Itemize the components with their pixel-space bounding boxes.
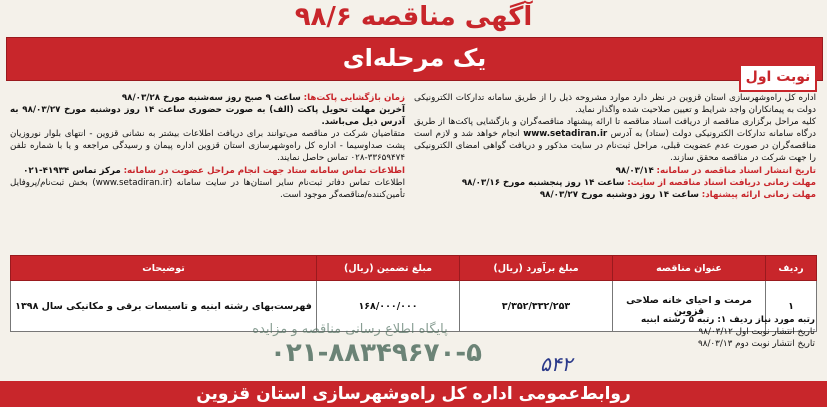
required-grade: رتبه مورد نیاز ردیف ۱: رتبه ۵ رشته ابنیه [640,315,815,325]
cell-title: مرمت و احیای خانه صلاحی قزوین [613,281,766,332]
second-publish-date: تاریخ انتشار نوبت دوم ۹۸/۰۳/۱۳ [698,339,815,349]
ad-title: آگهی مناقصه ۹۸/۶ [294,2,533,32]
col-header-title: عنوان مناقصه [613,256,766,281]
offer-deadline-label: مهلت زمانی ارائه پیشنهاد: [701,189,816,200]
offer-deadline [414,189,816,201]
intro-paragraph: اداره کل راه‌وشهرسازی استان قزوین در نظر دارد موارد مشروحه ذیل را از طریق سامانه تدارکات الکترونیکی دولت به پیمانکاران واجد شرایط و تعیین صلاحیت شده واگذار نماید. [414,93,816,116]
col-header-estimate: مبلغ برآورد (ریال) [460,256,613,281]
watermark-phone: ۰۲۱-۸۸۳۴۹۶۷۰-۵ [270,338,483,368]
publish-date-value: ۹۸/۰۳/۱۴ [615,165,654,176]
subtitle-banner [6,37,823,81]
col-header-row-number: ردیف [766,256,817,281]
first-publish-date: تاریخ انتشار نوبت اول ۹۸/۰۳/۱۲ [698,327,815,337]
support-value: مرکز تماس ۴۱۹۳۴-۰۲۱ [23,165,121,176]
stages-tail: انجام خواهد شد و لازم است مناقصه‌گران در صورت عدم عضویت قبلی، مراحل ثبت‌نام در سایت مذکور و دریافت گواهی امضای الکترونیکی را جهت شرکت در مناقصه محقق سازند. [414,129,816,164]
support-label: اطلاعات تماس سامانه ستاد جهت انجام مراحل عضویت در سامانه: [123,165,405,176]
opening-label: زمان بازگشایی پاکت‌ها: [303,93,405,103]
delivery-paragraph: آخرین مهلت تحویل پاکت (الف) به صورت حضوری ساعت ۱۴ روز دوشنبه مورخ ۹۸/۰۳/۲۷ به آدرس ذیل می‌باشد. [10,105,405,128]
body-left-column [10,92,405,201]
stages-paragraph [414,116,816,164]
stages-text: کلیه مراحل برگزاری مناقصه از دریافت اسناد مناقصه تا ارائه پیشنهاد مناقصه‌گران و بازگشایی پاکت‌ها از طریق درگاه سامانه تدارکات الکترونیکی دولت (ستاد) به آدرس [414,117,817,140]
opening-value: ساعت ۹ صبح روز سه‌شنبه مورخ ۹۸/۰۳/۲۸ [121,93,301,103]
cell-description: فهرست‌بهای رشته ابنیه و تاسیسات برقی و مکانیکی سال ۱۳۹۸ [11,281,317,332]
website-link[interactable]: www.setadiran.ir [523,129,608,140]
footer-text: روابط‌عمومی اداره کل راه‌وشهرسازی استان قزوین [196,384,631,404]
publish-date-label: تاریخ انتشار اسناد مناقصه در سامانه: [656,165,816,176]
cell-guarantee: ۱۶۸/۰۰۰/۰۰۰ [317,281,460,332]
opening-time [10,92,405,104]
support-tail: اطلاعات تماس دفاتر ثبت‌نام سایر استان‌ها در سایت سامانه (www.setadiran.ir) بخش ثبت‌نام/پروفایل تأمین‌کننده/مناقصه‌گر موجود است. [10,177,405,200]
watermark-text: پایگاه اطلاع رسانی مناقصه و مزایده [252,322,448,337]
footer-banner [0,381,827,407]
round-badge: نوبت اول [739,64,817,92]
handwritten-code: ۵۴۲ [540,352,573,376]
col-header-guarantee: مبلغ تضمین (ریال) [317,256,460,281]
footnotes [555,314,815,350]
cell-row-number: ۱ [766,281,817,332]
support-contact [10,165,405,177]
offer-deadline-value: ساعت ۱۴ روز دوشنبه مورخ ۹۸/۰۳/۲۷ [539,189,699,200]
docs-deadline [414,177,816,189]
publish-date [414,165,816,177]
docs-deadline-label: مهلت زمانی دریافت اسناد مناقصه از سایت: [627,177,816,188]
table-header-row [11,256,817,281]
col-header-description: توضیحات [11,256,317,281]
docs-deadline-value: ساعت ۱۴ روز پنجشنبه مورخ ۹۸/۰۳/۱۶ [461,177,625,188]
ad-subtitle: یک مرحله‌ای [342,44,487,72]
cell-estimate: ۳/۳۵۲/۳۳۲/۲۵۳ [460,281,613,332]
address-paragraph: متقاضیان شرکت در مناقصه می‌توانند برای دریافت اطلاعات بیشتر به نشانی قزوین - انتهای بلوار نوروزیان پشت صداوسیما - اداره کل راه‌وشهرسازی استان قزوین اداره پیمان و رسیدگی مراجعه و یا با شماره تلفن ۳۳۶۵۹۴۷۴-۰۲۸ تماس حاصل نمایند. [10,129,405,164]
body-right-column [414,92,816,201]
